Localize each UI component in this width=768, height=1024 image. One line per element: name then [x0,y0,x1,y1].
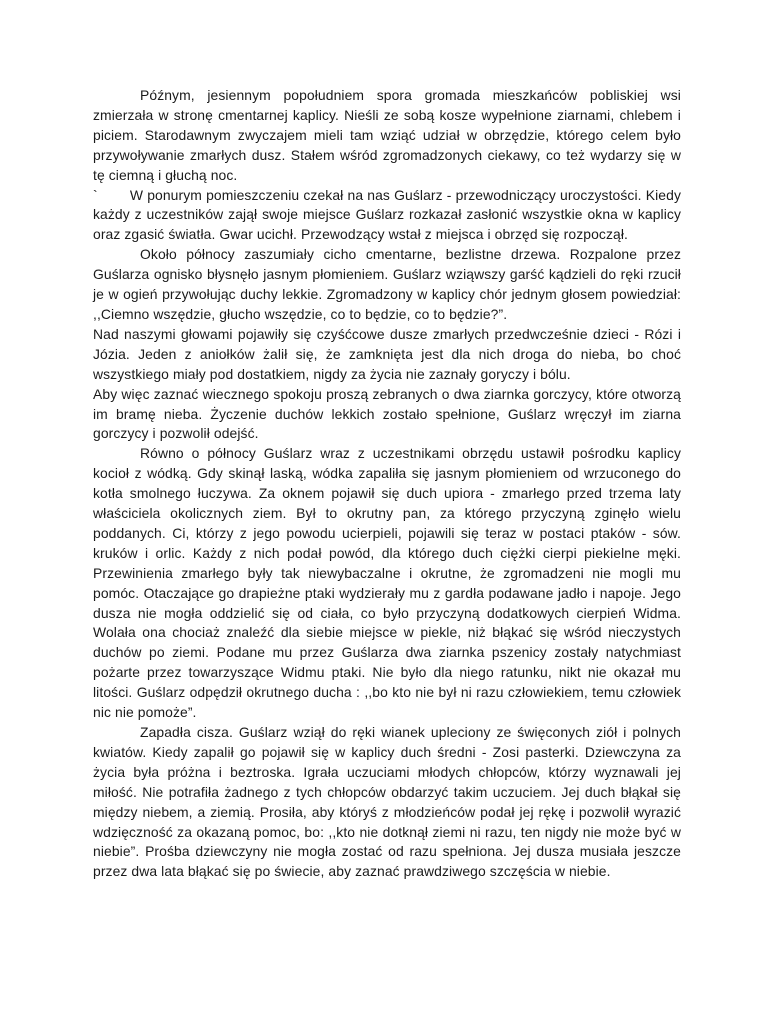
paragraph-7: Zapadła cisza. Guślarz wziął do ręki wianek upleciony ze święconych ziół i polnych kwiatów. Kiedy zapalił go pojawił się w kaplicy duch średni - Zosi pasterki. Dziewczyna za życia była próżna i beztroska. Igrała uczuciami młodych chłopców, którzy wyznawali jej miłość. Nie potrafiła żadnego z tych chłopców obdarzyć takim uczuciem. Jej duch błąkał się między niebem, a ziemią. Prosiła, aby któryś z młodzieńców podał jej rękę i pozwolił wyrazić wdzięczność za okazaną pomoc, bo: ,,kto nie dotknął ziemi ni razu, ten nigdy nie może być w niebie”. Prośba dziewczyny nie mogła zostać od razu spełniona. Jej dusza musiała jeszcze przez dwa lata błąkać się po świecie, aby zaznać prawdziwego szczęścia w niebie. [93,724,681,880]
paragraph-2: ` W ponurym pomieszczeniu czekał na nas Guślarz - przewodniczący uroczystości. Kiedy każdy z uczestników zajął swoje miejsce Guślarz rozkazał zasłonić wszystkie okna w kaplicy oraz zgasić światła. Gwar ucichł. Przewodzący wstał z miejsca i obrzęd się rozpoczął. [93,186,681,243]
paragraph-5: Aby więc zaznać wiecznego spokoju proszą zebranych o dwa ziarnka gorczycy, które otworzą im bramę nieba. Życzenie duchów lekkich zostało spełnione, Guślarz wręczył im ziarna gorczycy i pozwolił odejść. [93,385,681,442]
paragraph-4: Nad naszymi głowami pojawiły się czyśćcowe dusze zmarłych przedwcześnie dzieci - Rózi i Józia. Jeden z aniołków żalił się, że zamknięta jest dla nich droga do nieba, bo choć wszystkiego miały pod dostatkiem, nigdy za życia nie zaznały goryczy i bólu. [93,325,681,382]
paragraph-6: Równo o północy Guślarz wraz z uczestnikami obrzędu ustawił pośrodku kaplicy kocioł z wódką. Gdy skinął laską, wódka zapaliła się jasnym płomieniem od wrzuconego do kotła smolnego łuczywa. Za oknem pojawił się duch upiora - zmarłego przed trzema laty właściciela okolicznych ziem. Był to okrutny pan, za którego przyczyną zginęło wielu poddanych. Ci, którzy z jego powodu ucierpieli, pojawili się teraz w postaci ptaków - sów. kruków i orlic. Każdy z nich podał powód, dla którego duch ciężki cierpi piekielne męki. Przewinienia zmarłego były tak niewybaczalne i okrutne, że zgromadzeni nie mogli mu pomóc. Otaczające go drapieżne ptaki wydzierały mu z gardła podawane jadło i napoje. Jego dusza nie mogła oddzielić się od ciała, co było przyczyną dodatkowych cierpień Widma. Wolała ona chociaż znaleźć dla siebie miejsce w piekle, niż błąkać się wśród nieczystych duchów po ziemi. Podane mu przez Guślarza dwa ziarnka pszenicy zostały natychmiast pożarte przez towarzyszące Widmu ptaki. Nie było dla niego ratunku, nikt nie okazał mu litości. Guślarz odpędził okrutnego ducha : ,,bo kto nie był ni razu człowiekiem, temu człowiek nic nie pomoże”. [93,445,681,721]
paragraph-1: Późnym, jesiennym popołudniem spora gromada mieszkańców pobliskiej wsi zmierzała w stronę cmentarnej kaplicy. Nieśli ze sobą kosze wypełnione ziarnami, chlebem i piciem. Starodawnym zwyczajem mieli tam wziąć udział w obrzędzie, którego celem było przywoływanie zmarłych dusz. Stałem wśród zgromadzonych ciekawy, co też wydarzy się w tę ciemną i głuchą noc. [93,87,681,183]
paragraph-3: Około północy zaszumiały cicho cmentarne, bezlistne drzewa. Rozpalone przez Guślarza ognisko błysnęło jasnym płomieniem. Guślarz wziąwszy garść kądzieli do ręki rzucił je w ogień przywołując duchy lekkie. Zgromadzony w kaplicy chór jednym głosem powiedział: ,,Ciemno wszędzie, głucho wszędzie, co to będzie, co to będzie?”. [93,246,681,322]
document-page [93,86,681,882]
